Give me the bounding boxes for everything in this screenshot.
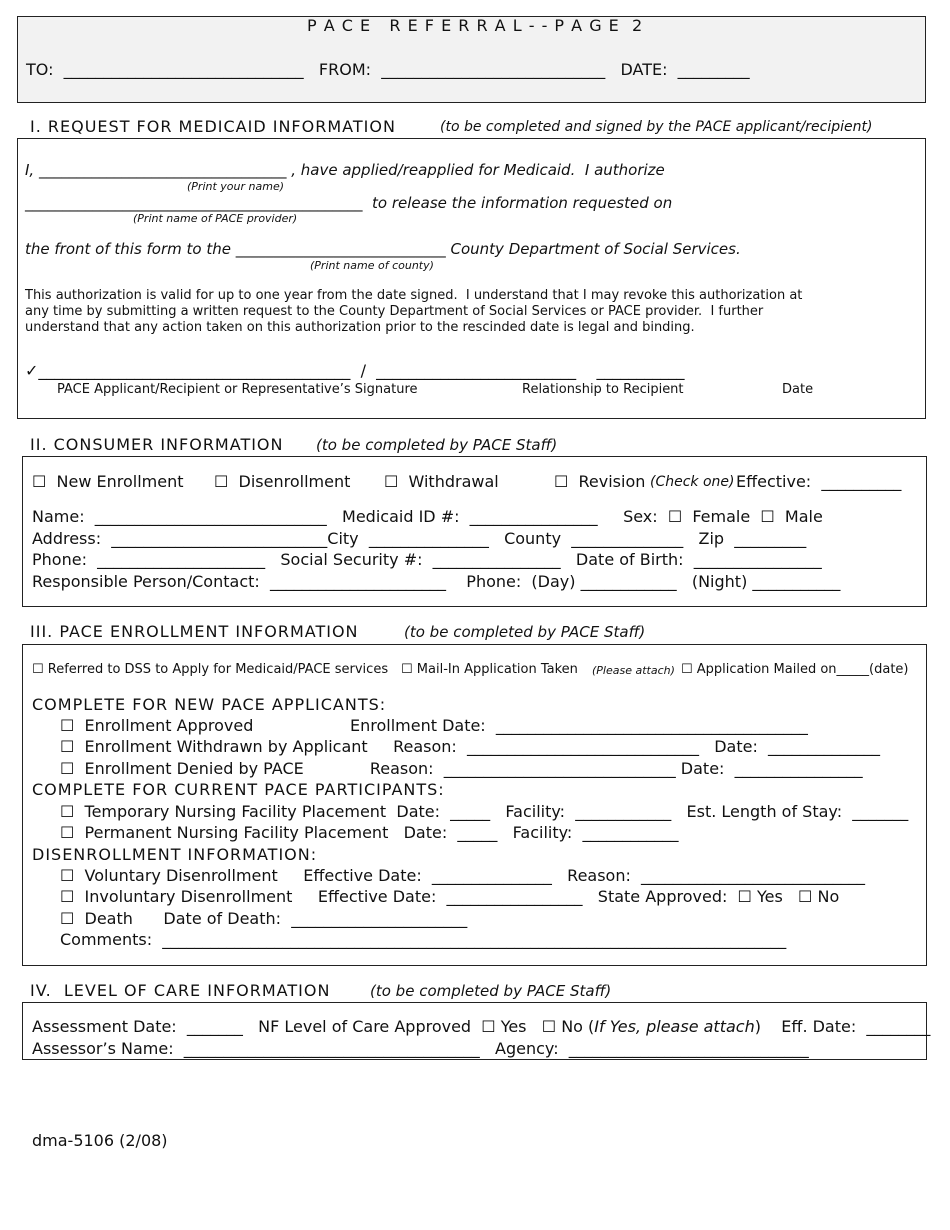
section-3-heading: III. PACE ENROLLMENT INFORMATION: [30, 622, 359, 641]
new-enrollment-checkbox[interactable]: ☐ New Enrollment: [32, 472, 184, 491]
mail-in-application-checkbox[interactable]: ☐ Mail-In Application Taken: [401, 662, 578, 677]
county-name-caption: (Print name of county): [310, 259, 434, 272]
authorization-text-1: This authorization is valid for up to one year from the date signed. I understand that I may revoke this authorization at: [25, 288, 803, 303]
authorization-text-3: understand that any action taken on this authorization prior to the rescinded date is legal and binding.: [25, 320, 695, 335]
enrollment-approved-row[interactable]: ☐ Enrollment Approved Enrollment Date: _______________________________________: [60, 716, 808, 735]
comments-field[interactable]: Comments: ______________________________________________________________________________: [60, 930, 787, 949]
provider-name-caption: (Print name of PACE provider): [133, 212, 298, 225]
level-of-care-text-a: Assessment Date: _______ NF Level of Care Approved ☐ Yes ☐ No (: [32, 1017, 595, 1036]
check-one-note: (Check one): [650, 474, 735, 490]
section-4-note: (to be completed by PACE Staff): [370, 982, 612, 1000]
disenrollment-heading: DISENROLLMENT INFORMATION:: [32, 845, 318, 864]
consumer-row-name[interactable]: Name: _____________________________ Medicaid ID #: ________________ Sex: ☐ Female ☐ Male: [32, 507, 823, 526]
death-row[interactable]: ☐ Death Date of Death: ______________________: [60, 909, 468, 928]
section-4-heading: IV. LEVEL OF CARE INFORMATION: [30, 981, 331, 1000]
applicant-name-caption: (Print your name): [187, 180, 285, 193]
section-2-heading: II. CONSUMER INFORMATION: [30, 435, 284, 454]
current-participants-heading: COMPLETE FOR CURRENT PACE PARTICIPANTS:: [32, 780, 445, 799]
to-from-date-row[interactable]: TO: ______________________________ FROM: ____________________________ DATE: _________: [26, 60, 750, 79]
disenrollment-checkbox[interactable]: ☐ Disenrollment: [214, 472, 351, 491]
involuntary-disenrollment-row[interactable]: ☐ Involuntary Disenrollment Effective Date: _________________ State Approved: ☐ Yes ☐ No: [60, 887, 840, 906]
section-2-note: (to be completed by PACE Staff): [316, 436, 558, 454]
signature-line[interactable]: ✓_______________________________________ / _________________________ ___________: [25, 361, 685, 380]
section-3-note: (to be completed by PACE Staff): [404, 623, 646, 641]
date-caption: Date: [782, 382, 814, 397]
provider-name-line[interactable]: _____________________________________________ to release the information requested on: [25, 194, 673, 212]
page-title: P A C E R E F E R R A L - - P A G E 2: [307, 16, 644, 35]
consumer-row-phone[interactable]: Phone: _____________________ Social Security #: ________________ Date of Birth: ________________: [32, 550, 822, 569]
effective-field[interactable]: Effective: __________: [736, 472, 902, 491]
form-code: dma-5106 (2/08): [32, 1131, 168, 1150]
section-1-heading: I. REQUEST FOR MEDICAID INFORMATION: [30, 117, 396, 136]
applicant-name-line[interactable]: I, _________________________________ , have applied/reapplied for Medicaid. I authorize: [25, 161, 665, 179]
authorization-text-2: any time by submitting a written request to the County Department of Social Services or PACE provider. I further: [25, 304, 764, 319]
referred-to-dss-checkbox[interactable]: ☐ Referred to DSS to Apply for Medicaid/PACE services: [32, 662, 389, 677]
consumer-row-address[interactable]: Address: ___________________________City _______________ County ______________ Zip _________: [32, 529, 807, 548]
if-yes-attach-note: If Yes, please attach: [594, 1017, 755, 1036]
new-applicants-heading: COMPLETE FOR NEW PACE APPLICANTS:: [32, 695, 387, 714]
consumer-row-contact[interactable]: Responsible Person/Contact: ______________________ Phone: (Day) ____________ (Night) ___________: [32, 572, 841, 591]
application-mailed-checkbox[interactable]: ☐ Application Mailed on_____(date): [681, 662, 909, 677]
signature-caption: PACE Applicant/Recipient or Representative’s Signature: [57, 382, 418, 397]
assessor-row[interactable]: Assessor’s Name: _____________________________________ Agency: ______________________________: [32, 1039, 809, 1058]
permanent-placement-row[interactable]: ☐ Permanent Nursing Facility Placement Date: _____ Facility: ____________: [60, 823, 679, 842]
enrollment-withdrawn-row[interactable]: ☐ Enrollment Withdrawn by Applicant Reason: _____________________________ Date: ______________: [60, 737, 881, 756]
temporary-placement-row[interactable]: ☐ Temporary Nursing Facility Placement Date: _____ Facility: ____________ Est. Length of Stay: _______: [60, 802, 909, 821]
level-of-care-text-c: ) Eff. Date: ________: [754, 1017, 931, 1036]
revision-checkbox[interactable]: ☐ Revision: [554, 472, 646, 491]
county-name-line[interactable]: the front of this form to the ____________________________ County Department of Social Services.: [25, 240, 741, 258]
section-1-note: (to be completed and signed by the PACE applicant/recipient): [440, 119, 873, 135]
level-of-care-row[interactable]: [32, 1017, 930, 1036]
please-attach-note: (Please attach): [592, 664, 675, 677]
voluntary-disenrollment-row[interactable]: ☐ Voluntary Disenrollment Effective Date: _______________ Reason: ____________________________: [60, 866, 866, 885]
relationship-caption: Relationship to Recipient: [522, 382, 684, 397]
enrollment-denied-row[interactable]: ☐ Enrollment Denied by PACE Reason: _____________________________ Date: ________________: [60, 759, 863, 778]
withdrawal-checkbox[interactable]: ☐ Withdrawal: [384, 472, 499, 491]
